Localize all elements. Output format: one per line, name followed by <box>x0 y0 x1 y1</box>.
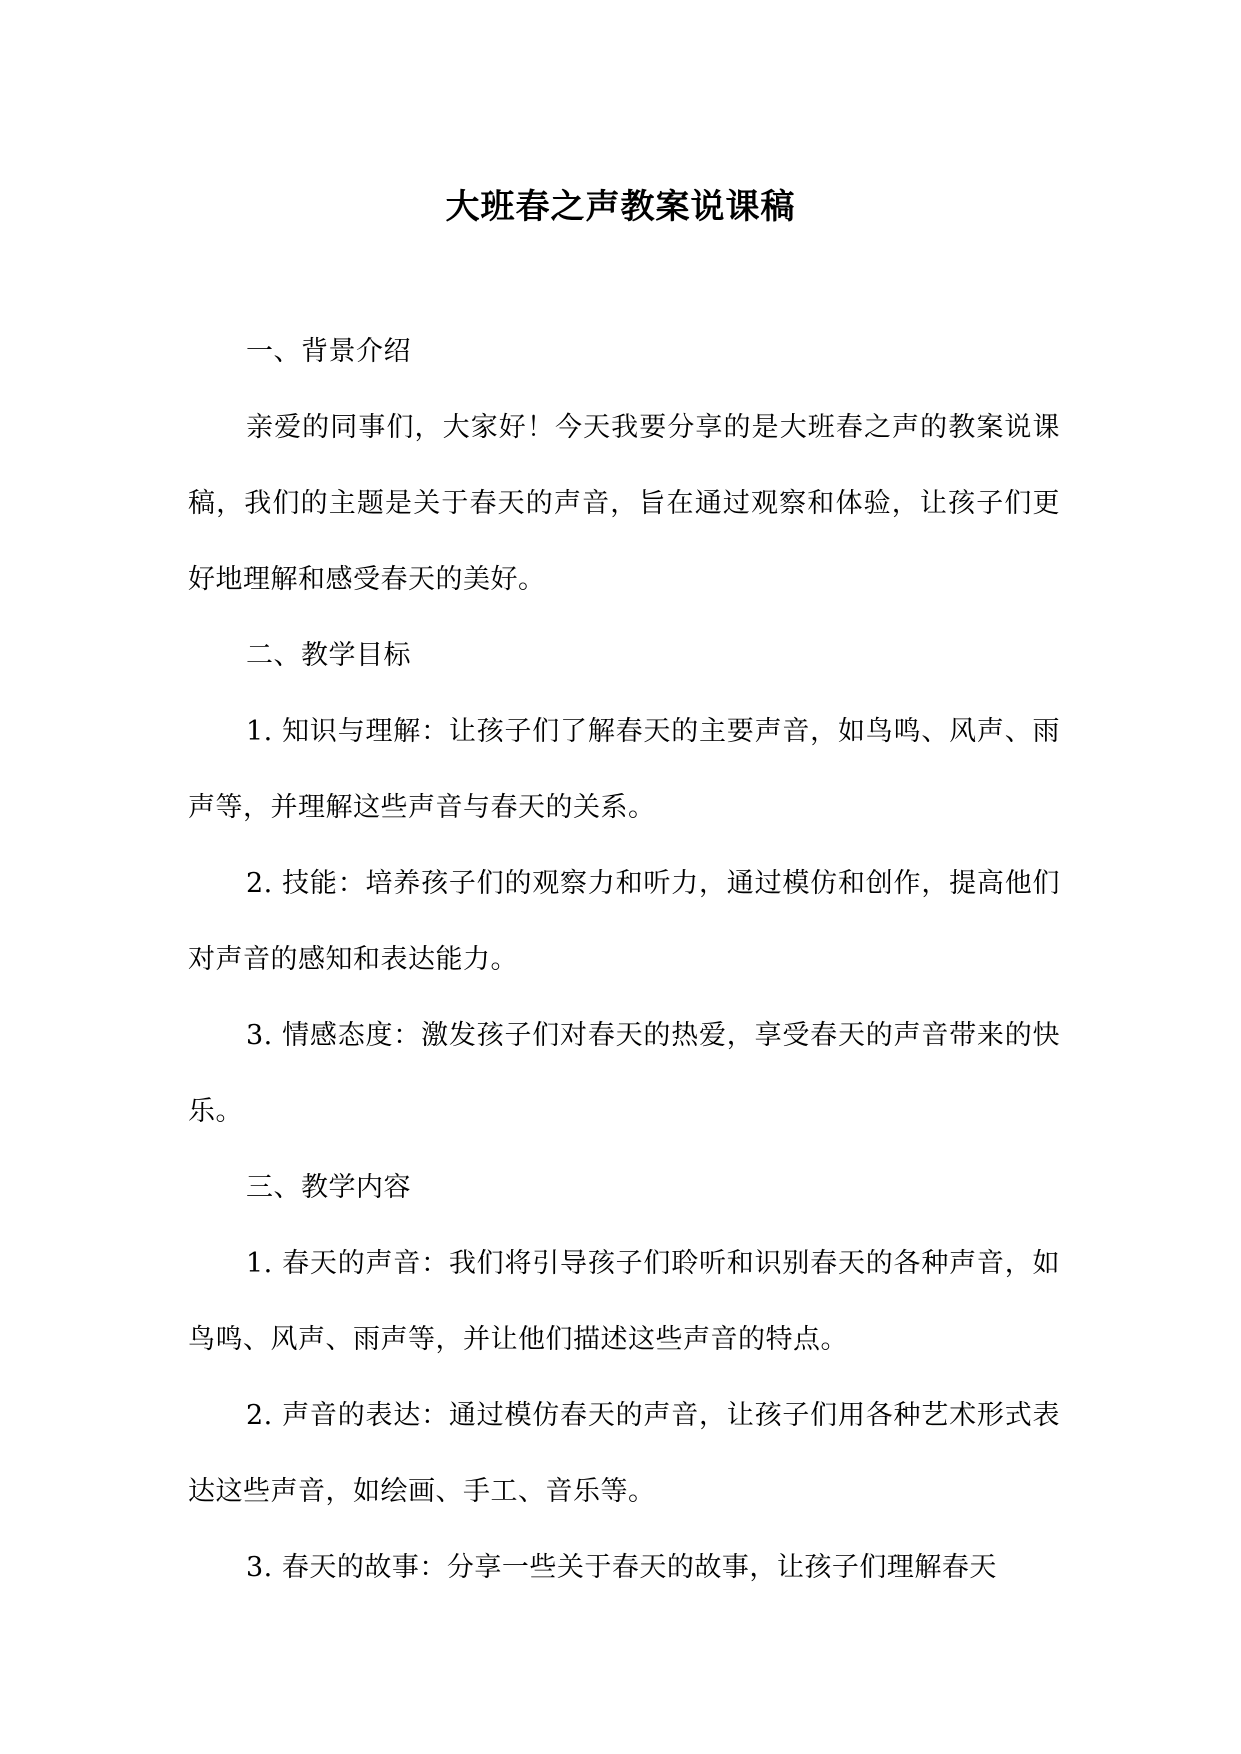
section-heading-background: 一、背景介绍 <box>246 336 411 367</box>
paragraph-intro: 亲爱的同事们，大家好！今天我要分享的是大班春之声的教案说课稿，我们的主题是关于春天的声音，旨在通过观察和体验，让孩子们更好地理解和感受春天的美好。 <box>188 412 1060 595</box>
content-sound-expression: 2. 声音的表达：通过模仿春天的声音，让孩子们用各种艺术形式表达这些声音，如绘画、手工、音乐等。 <box>188 1400 1060 1507</box>
goal-knowledge: 1. 知识与理解：让孩子们了解春天的主要声音，如鸟鸣、风声、雨声等，并理解这些声音与春天的关系。 <box>188 716 1060 823</box>
section-heading-content: 三、教学内容 <box>246 1172 411 1203</box>
document-body <box>188 314 1060 1606</box>
document-title: 大班春之声教案说课稿 <box>445 187 796 227</box>
goal-skills: 2. 技能：培养孩子们的观察力和听力，通过模仿和创作，提高他们对声音的感知和表达能力。 <box>188 868 1060 975</box>
section-heading-goals: 二、教学目标 <box>246 640 411 671</box>
content-spring-stories: 3. 春天的故事：分享一些关于春天的故事，让孩子们理解春天 <box>246 1552 997 1583</box>
goal-attitude: 3. 情感态度：激发孩子们对春天的热爱，享受春天的声音带来的快乐。 <box>188 1020 1060 1127</box>
content-spring-sounds: 1. 春天的声音：我们将引导孩子们聆听和识别春天的各种声音，如鸟鸣、风声、雨声等，并让他们描述这些声音的特点。 <box>188 1248 1060 1355</box>
